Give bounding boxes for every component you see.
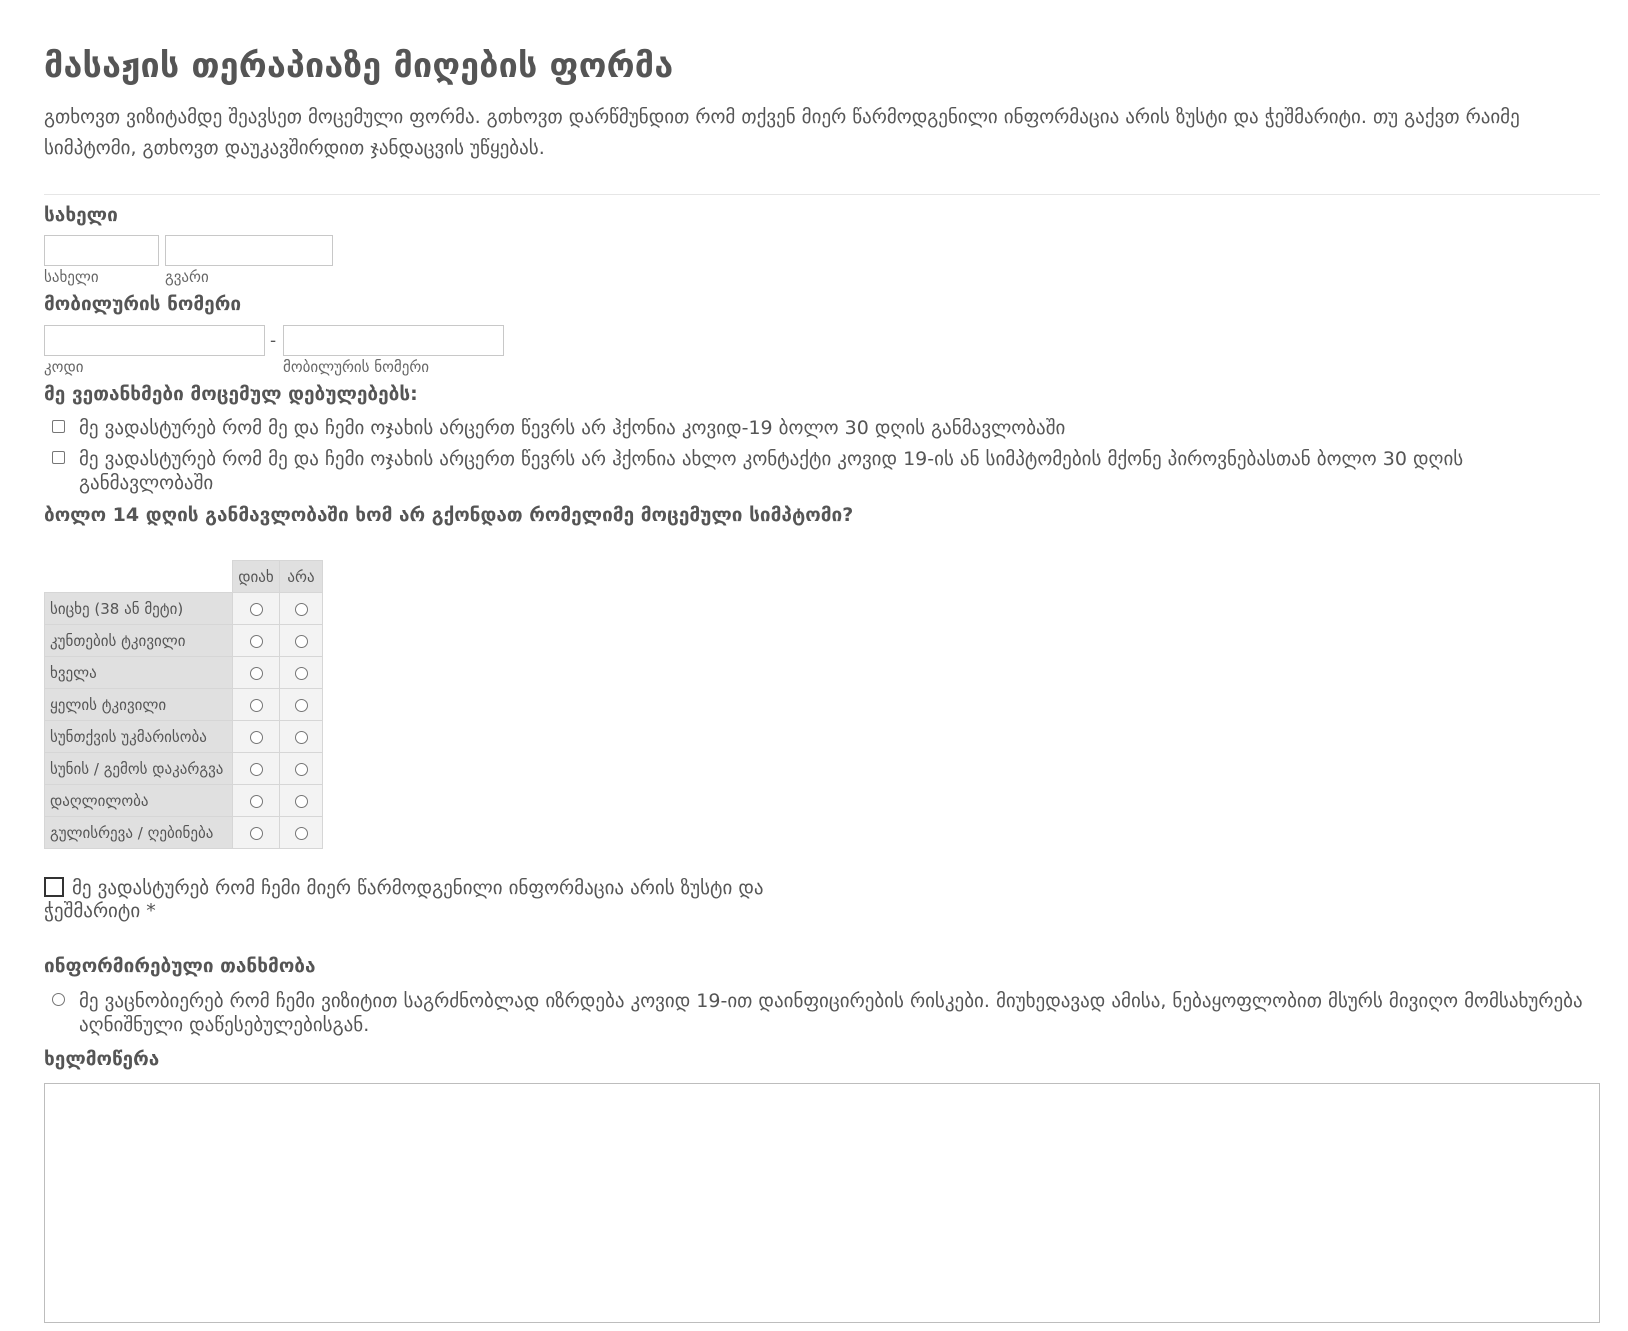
phone-separator: -: [270, 331, 277, 351]
radio-no[interactable]: [295, 603, 308, 616]
radio-yes[interactable]: [250, 667, 263, 680]
radio-yes[interactable]: [250, 731, 263, 744]
phone-number-sublabel: მობილურის ნომერი: [283, 358, 430, 376]
confirmation-text: მე ვადასტურებ რომ ჩემი მიერ წარმოდგენილი ინფორმაცია არის ზუსტი და ჭეშმარიტი: [44, 877, 764, 922]
symptom-label: ყელის ტკივილი: [45, 689, 233, 721]
signature-label: ხელმოწერა: [44, 1048, 160, 1070]
radio-yes[interactable]: [250, 635, 263, 648]
consent-radio[interactable]: [52, 993, 65, 1006]
signature-pad[interactable]: [44, 1083, 1600, 1323]
symptoms-question: ბოლო 14 დღის განმავლობაში ხომ არ გქონდათ რომელიმე მოცემული სიმპტომი?: [44, 504, 854, 526]
symptom-no-cell[interactable]: [280, 785, 323, 817]
table-row: [45, 753, 323, 785]
grid-col-yes: დიახ: [233, 561, 280, 593]
symptom-no-cell[interactable]: [280, 817, 323, 849]
required-mark: *: [140, 900, 156, 922]
radio-yes[interactable]: [250, 763, 263, 776]
agreement-item-text: მე ვადასტურებ რომ მე და ჩემი ოჯახის არცერთ წევრს არ ჰქონია კოვიდ-19 ბოლო 30 დღის განმავლობაში: [79, 417, 1066, 439]
last-name-sublabel: გვარი: [165, 268, 209, 286]
confirmation-checkbox-row[interactable]: [44, 877, 764, 923]
radio-no[interactable]: [295, 635, 308, 648]
table-row: [45, 817, 323, 849]
radio-yes[interactable]: [250, 827, 263, 840]
symptom-yes-cell[interactable]: [233, 785, 280, 817]
table-row: [45, 785, 323, 817]
symptom-label: სუნთქვის უკმარისობა: [45, 721, 233, 753]
symptom-yes-cell[interactable]: [233, 593, 280, 625]
radio-no[interactable]: [295, 699, 308, 712]
symptom-no-cell[interactable]: [280, 721, 323, 753]
consent-label: ინფორმირებული თანხმობა: [44, 955, 316, 977]
form-title: მასაჟის თერაპიაზე მიღების ფორმა: [44, 46, 674, 86]
symptom-label: კუნთების ტკივილი: [45, 625, 233, 657]
name-label: სახელი: [44, 204, 118, 226]
form-description: გთხოვთ ვიზიტამდე შეავსეთ მოცემული ფორმა. გთხოვთ დარწმუნდით რომ თქვენ მიერ წარმოდგენილი ინფორმაცია არის ზუსტი და ჭეშმარიტი. თუ გაქვთ რაიმე სიმპტომი, გთხოვთ დაუკავშირდით ჯანდაცვის უწყებას.: [44, 106, 1520, 159]
phone-code-input[interactable]: [44, 325, 265, 356]
last-name-input[interactable]: [165, 235, 333, 266]
symptoms-grid: [44, 560, 323, 849]
symptom-no-cell[interactable]: [280, 593, 323, 625]
consent-option-text: მე ვაცნობიერებ რომ ჩემი ვიზიტით საგრძნობლად იზრდება კოვიდ 19-ით დაინფიცირების რისკები. მიუხედავად ამისა, ნებაყოფლობით მსურს მივიღო მომსახურება აღნიშნული დაწესებულებისგან.: [79, 990, 1583, 1036]
symptom-label: გულისრევა / ღებინება: [45, 817, 233, 849]
table-row: [45, 689, 323, 721]
radio-yes[interactable]: [250, 795, 263, 808]
agreement-item-text: მე ვადასტურებ რომ მე და ჩემი ოჯახის არცერთ წევრს არ ჰქონია ახლო კონტაქტი კოვიდ 19-ის ან სიმპტომების მქონე პიროვნებასთან ბოლო 30 დღის განმავლობაში: [79, 448, 1464, 494]
grid-col-no: არა: [280, 561, 323, 593]
radio-no[interactable]: [295, 763, 308, 776]
radio-no[interactable]: [295, 795, 308, 808]
symptom-yes-cell[interactable]: [233, 689, 280, 721]
consent-option[interactable]: [52, 989, 1592, 1037]
symptom-yes-cell[interactable]: [233, 657, 280, 689]
symptom-yes-cell[interactable]: [233, 625, 280, 657]
first-name-sublabel: სახელი: [44, 268, 99, 286]
symptom-no-cell[interactable]: [280, 657, 323, 689]
phone-label: მობილურის ნომერი: [44, 293, 242, 315]
symptom-no-cell[interactable]: [280, 689, 323, 721]
symptom-yes-cell[interactable]: [233, 753, 280, 785]
symptom-label: ხველა: [45, 657, 233, 689]
symptom-yes-cell[interactable]: [233, 721, 280, 753]
radio-no[interactable]: [295, 827, 308, 840]
phone-number-input[interactable]: [283, 325, 504, 356]
symptom-label: სუნის / გემოს დაკარგვა: [45, 753, 233, 785]
symptom-yes-cell[interactable]: [233, 817, 280, 849]
table-row: [45, 657, 323, 689]
agreement-item-no-contact[interactable]: [52, 447, 1592, 495]
table-row: [45, 625, 323, 657]
symptom-no-cell[interactable]: [280, 753, 323, 785]
agreement-label: მე ვეთანხმები მოცემულ დებულებებს:: [44, 383, 418, 405]
first-name-input[interactable]: [44, 235, 159, 266]
agreement-checkbox[interactable]: [52, 420, 65, 433]
confirmation-checkbox[interactable]: [44, 877, 64, 897]
phone-code-sublabel: კოდი: [44, 358, 84, 376]
header-divider: [44, 194, 1600, 195]
symptom-label: სიცხე (38 ან მეტი): [45, 593, 233, 625]
radio-no[interactable]: [295, 667, 308, 680]
radio-yes[interactable]: [250, 603, 263, 616]
symptom-no-cell[interactable]: [280, 625, 323, 657]
symptom-label: დაღლილობა: [45, 785, 233, 817]
agreement-item-no-covid[interactable]: [52, 416, 1592, 440]
agreement-checkbox[interactable]: [52, 451, 65, 464]
table-row: [45, 721, 323, 753]
radio-yes[interactable]: [250, 699, 263, 712]
grid-corner: [45, 561, 233, 593]
table-row: [45, 593, 323, 625]
radio-no[interactable]: [295, 731, 308, 744]
